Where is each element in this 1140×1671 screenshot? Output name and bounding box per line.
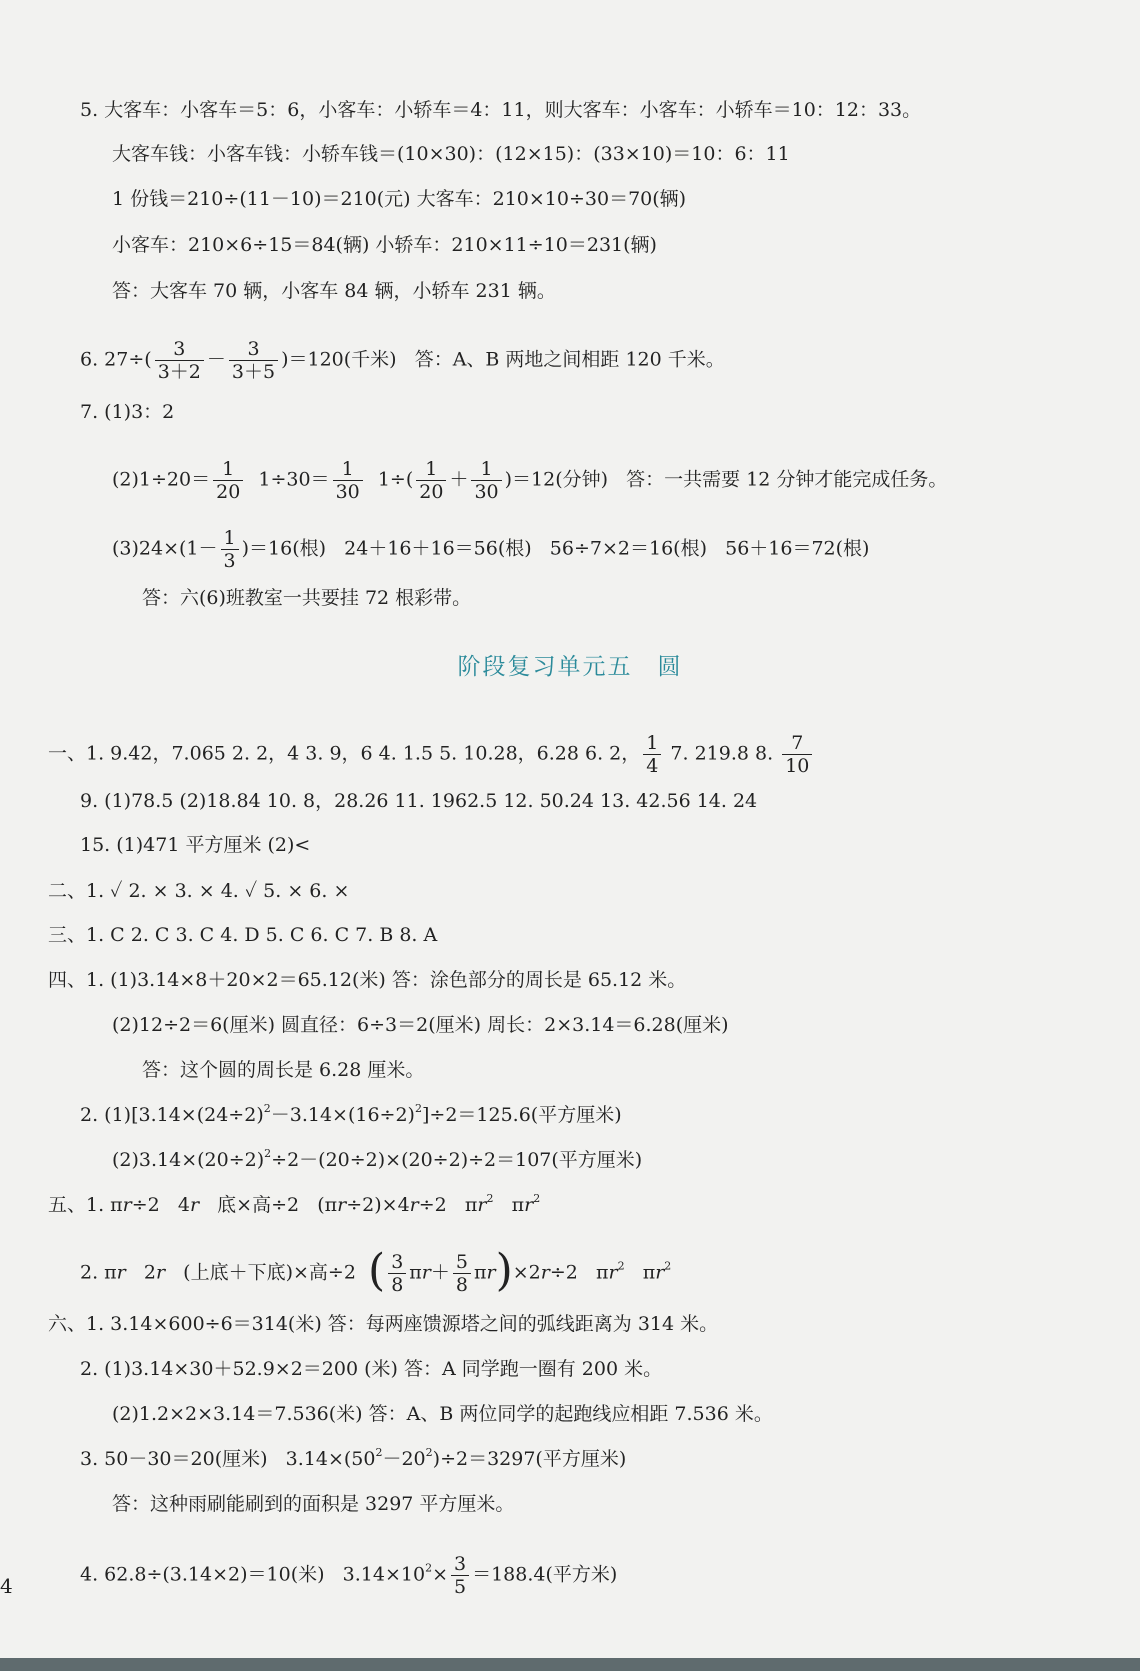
item7-line3: (3)24×(1－ $\frac{1}{3}$ )＝16(根) 24＋16＋16＝56(根) 56÷7×2＝16(根) 56＋16＝72(根) (112, 527, 870, 572)
part1-line1: 一、1. 9.42，7.065 2. 2，4 3. 9，6 4. 1.5 5. 10.28，6.28 6. 2， $\frac{1}{4}$ 7. 219.8 8. $\frac{7}{10}$ (48, 732, 815, 777)
item7-line1: 7. (1)3：2 (80, 401, 175, 423)
section-title: 阶段复习单元五 圆 (457, 654, 683, 680)
part4-line2: (2)12÷2＝6(厘米) 圆直径：6÷3＝2(厘米) 周长：2×3.14＝6.28(厘米) (112, 1014, 729, 1036)
part3-line: 三、1. C 2. C 3. C 4. D 5. C 6. C 7. B 8. A (48, 924, 438, 946)
item7-answer: 答：六(6)班教室一共要挂 72 根彩带。 (142, 587, 472, 609)
part6-line6: 4. 62.8÷(3.14×2)＝10(米) $3.14\times 10^2\times$ $\frac{3}{5}$ ＝188.4(平方米) (80, 1553, 618, 1598)
part4-line5: $(2)3.14\times(20\div 2)^2\div 2-(20\div 2)\times(20\div 2)\div 2=107$(平方厘米) (112, 1147, 643, 1171)
part6-line1: 六、1. 3.14×600÷6＝314(米) 答：每两座馈源塔之间的弧线距离为 314 米。 (48, 1313, 719, 1335)
page-number: 4 (0, 1574, 13, 1598)
part6-line4: 3. 50－30＝20(厘米) $3.14\times(50^2-20^2)\div 2=3297$(平方厘米) (80, 1446, 627, 1470)
part4-line4: 2. $(1)[3.14\times(24\div 2)^2-3.14\times(16\div 2)^2]\div 2=125.6$(平方厘米) (80, 1102, 622, 1126)
item6-line: 6. 27÷( $\frac{3}{3+2}$ － $\frac{3}{3+5}$ )＝120(千米) 答：A、B 两地之间相距 120 千米。 (80, 338, 725, 383)
scan-edge (0, 1658, 1140, 1671)
item5-line4: 小客车：210×6÷15＝84(辆) 小轿车：210×11÷10＝231(辆) (112, 234, 657, 256)
part2-line: 二、1. ✓ 2. × 3. × 4. ✓ 5. × 6. × (48, 880, 350, 902)
part5-line2: 2. πr 2r (上底＋下底)×高÷2 ( $\frac{3}{8}$ πr＋ $\frac{5}{8}$ πr)×2r÷2 $\pi r^2$ $\pi r^2$ (80, 1244, 672, 1296)
item5-line1: 5. 大客车：小客车＝5：6，小客车：小轿车＝4：11，则大客车：小客车：小轿车＝10：12：33。 (80, 99, 922, 121)
part6-line3: (2)1.2×2×3.14＝7.536(米) 答：A、B 两位同学的起跑线应相距 7.536 米。 (112, 1403, 773, 1425)
part6-answer: 答：这种雨刷能刷到的面积是 3297 平方厘米。 (112, 1493, 515, 1515)
part4-answer: 答：这个圆的周长是 6.28 厘米。 (142, 1059, 425, 1081)
item5-answer: 答：大客车 70 辆，小客车 84 辆，小轿车 231 辆。 (112, 280, 556, 302)
part6-line2: 2. (1)3.14×30＋52.9×2＝200 (米) 答：A 同学跑一圈有 200 米。 (80, 1358, 663, 1380)
part5-line1: 五、1. πr÷2 4r 底×高÷2 (πr÷2)×4r÷2 $\pi r^2$ $\pi r^2$ (48, 1192, 541, 1216)
item5-line2: 大客车钱：小客车钱：小轿车钱＝(10×30)：(12×15)：(33×10)＝10：6：11 (112, 143, 790, 165)
item7-line2: (2)1÷20＝ $\frac{1}{20}$ 1÷30＝ $\frac{1}{30}$ 1÷( $\frac{1}{20}$ ＋ $\frac{1}{30}$ )＝12(分钟) 答：一共需要 12 分钟才能完成任务。 (112, 458, 948, 503)
item5-line3: 1 份钱＝210÷(11－10)＝210(元) 大客车：210×10÷30＝70(辆) (112, 188, 687, 210)
part4-line1: 四、1. (1)3.14×8＋20×2＝65.12(米) 答：涂色部分的周长是 65.12 米。 (48, 969, 687, 991)
part1-line3: 15. (1)471 平方厘米 (2)< (80, 834, 311, 856)
part1-line2: 9. (1)78.5 (2)18.84 10. 8，28.26 11. 1962.5 12. 50.24 13. 42.56 14. 24 (80, 790, 758, 812)
